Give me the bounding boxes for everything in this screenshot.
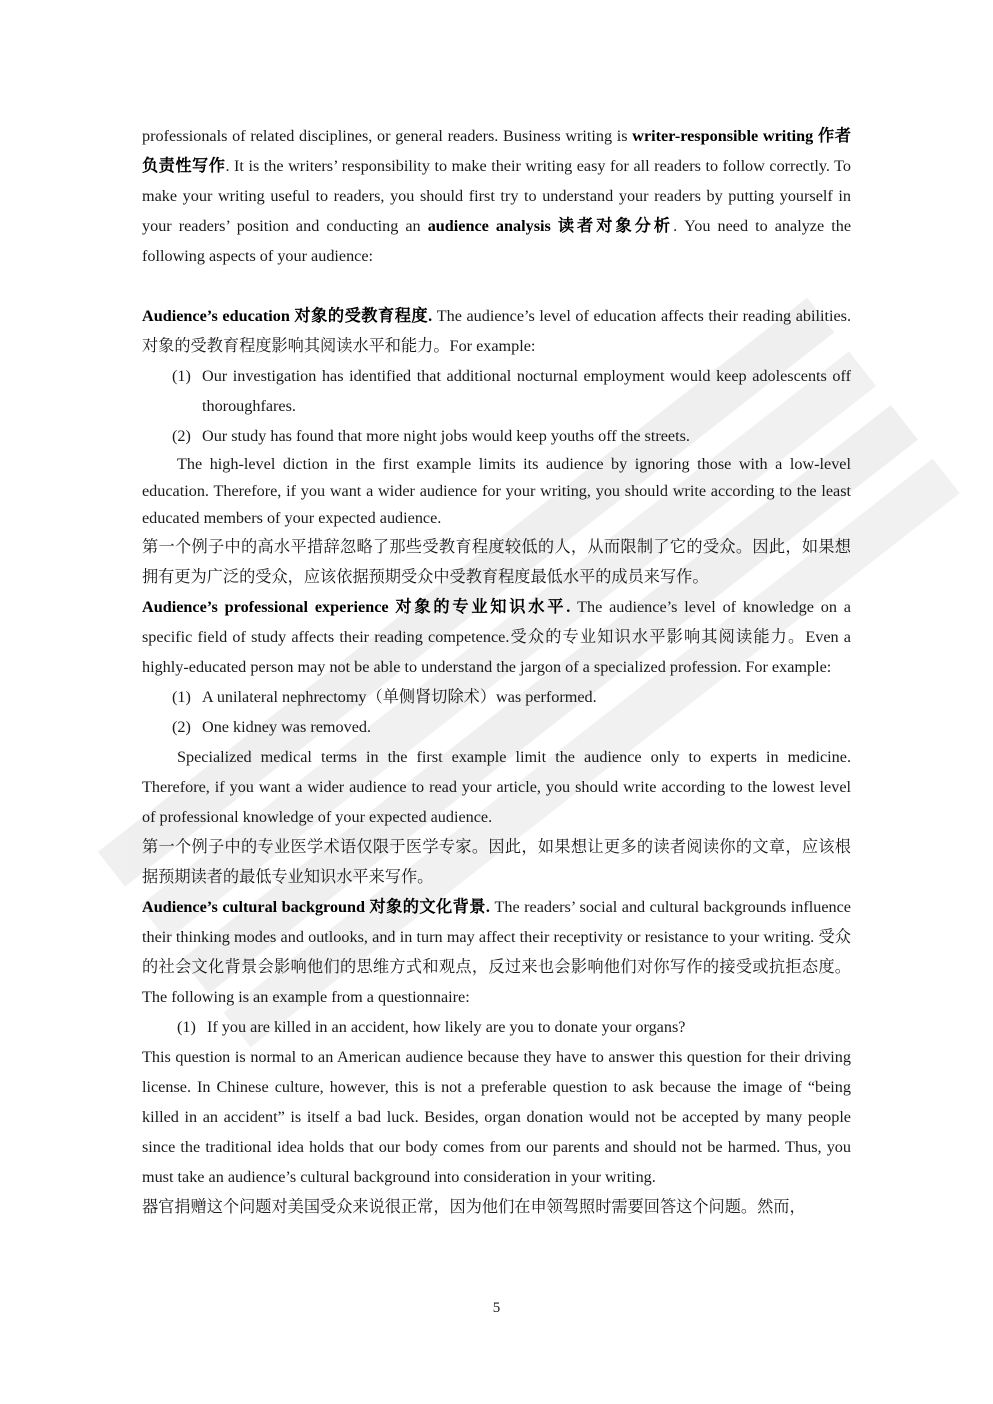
list-item: (2) Our study has found that more night jobs would keep youths off the streets. <box>172 427 690 445</box>
cultural-paragraph: Audience’s cultural background 对象的文化背景. The readers’ social and cultural backgrounds influence their thinking modes and outlooks, and in turn may affect their receptivity or resistance to your writing. 受众的社会文化背景会影响他们的思维方式和观点，反过来也会影响他们对你写作的接受或抗拒态度。The following is an example from a questionnaire: <box>142 898 851 1006</box>
education-chinese: 第一个例子中的高水平措辞忽略了那些受教育程度较低的人，从而限制了它的受众。因此，如果想拥有更为广泛的受众，应该依据预期受众中受教育程度最低水平的成员来写作。 <box>142 538 851 586</box>
professional-chinese: 第一个例子中的专业医学术语仅限于医学专家。因此，如果想让更多的读者阅读你的文章，应该根据预期读者的最低专业知识水平来写作。 <box>142 838 851 886</box>
cultural-heading: Audience’s cultural background 对象的文化背景. <box>142 898 490 916</box>
cultural-explanation: This question is normal to an American audience because they have to answer this question for their driving license. In Chinese culture, however, this is not a preferable question to ask because the image of “being killed in an accident” is itself a bad luck. Besides, organ donation would not be accepted by many people since the traditional idea holds that our body comes from our parents and should not be harmed. Thus, you must take an audience’s cultural background into consideration in your writing. <box>142 1048 851 1186</box>
professional-heading: Audience’s professional experience 对象的专业知识水平. <box>142 598 571 616</box>
education-paragraph: Audience’s education 对象的受教育程度. The audience’s level of education affects their reading abilities. 对象的受教育程度影响其阅读水平和能力。For example: <box>142 307 851 355</box>
intro-paragraph: professionals of related disciplines, or general readers. Business writing is writer-responsible writing 作者负责性写作. It is the writers’ responsibility to make their writing easy for all readers to follow correctly. To make your writing useful to readers, you should first try to understand your readers by putting yourself in your readers’ position and conducting an audience analysis 读者对象分析. You need to analyze the following aspects of your audience: <box>142 127 852 265</box>
professional-paragraph: Audience’s professional experience 对象的专业知识水平. The audience’s level of knowledge on a specific field of study affects their reading competence.受众的专业知识水平影响其阅读能力。Even a highly-educated person may not be able to understand the jargon of a specialized profession. For example: <box>142 598 851 676</box>
professional-explanation: Specialized medical terms in the first example limit the audience only to experts in medicine. Therefore, if you want a wider audience to read your article, you should write according to the lowest level of professional knowledge of your expected audience. <box>142 748 851 826</box>
list-item: (2) One kidney was removed. <box>172 718 372 736</box>
list-item: (1) Our investigation has identified that additional nocturnal employment would keep adolescents off thoroughfares. <box>172 367 851 415</box>
cultural-chinese: 器官捐赠这个问题对美国受众来说很正常，因为他们在申领驾照时需要回答这个问题。然而， <box>142 1198 806 1216</box>
document-body <box>142 121 851 1222</box>
list-item: (1) If you are killed in an accident, how likely are you to donate your organs? <box>177 1018 686 1036</box>
list-item: (1) A unilateral nephrectomy（单侧肾切除术）was performed. <box>172 688 597 706</box>
education-explanation: The high-level diction in the first example limits its audience by ignoring those with a low-level education. Therefore, if you want a wider audience for your writing, you should write according to the least educated members of your expected audience. <box>142 455 851 527</box>
page-number: 5 <box>492 1300 501 1316</box>
education-heading: Audience’s education 对象的受教育程度. <box>142 307 433 325</box>
